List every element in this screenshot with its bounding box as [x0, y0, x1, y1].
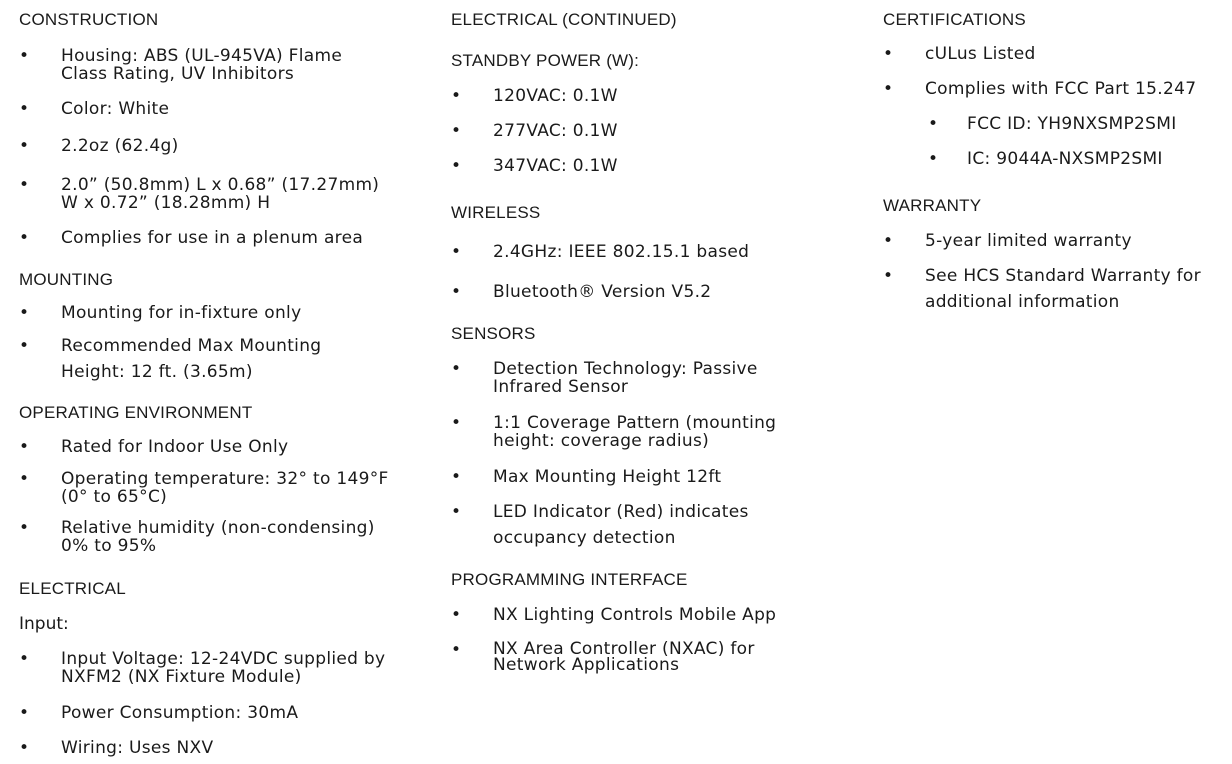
- operating-environment-heading: OPERATING ENVIRONMENT: [19, 403, 253, 422]
- bullet-icon: •: [451, 156, 462, 176]
- bullet-icon: •: [883, 266, 894, 286]
- mounting-heading: MOUNTING: [19, 270, 114, 289]
- list-item-text: 2.4GHz: IEEE 802.15.1 based: [493, 242, 750, 262]
- bullet-icon: •: [19, 336, 30, 356]
- bullet-icon: •: [451, 86, 462, 106]
- list-item-text: Rated for Indoor Use Only: [61, 437, 289, 457]
- electrical-heading: ELECTRICAL: [19, 579, 126, 598]
- wireless-heading: WIRELESS: [451, 203, 541, 222]
- bullet-icon: •: [19, 703, 30, 723]
- construction-heading: CONSTRUCTION: [19, 10, 159, 29]
- list-item-text: FCC ID: YH9NXSMP2SMI: [967, 114, 1177, 134]
- list-item-text: Complies with FCC Part 15.247: [925, 79, 1197, 99]
- programming-interface-heading: PROGRAMMING INTERFACE: [451, 570, 688, 589]
- list-item-text: 5-year limited warranty: [925, 231, 1132, 251]
- bullet-icon: •: [451, 605, 462, 625]
- list-item-text: 2.2oz (62.4g): [61, 136, 179, 156]
- list-item-text: Max Mounting Height 12ft: [493, 467, 722, 487]
- bullet-icon: •: [928, 149, 939, 169]
- list-item-text: See HCS Standard Warranty for additional information: [925, 266, 1201, 312]
- sensors-heading: SENSORS: [451, 324, 536, 343]
- list-item-text: Recommended Max Mounting Height: 12 ft. (3.65m): [61, 336, 322, 382]
- bullet-icon: •: [19, 518, 30, 538]
- list-item-text: Complies for use in a plenum area: [61, 228, 364, 248]
- list-item-text: Power Consumption: 30mA: [61, 703, 299, 723]
- bullet-icon: •: [928, 114, 939, 134]
- list-item-text: Detection Technology: Passive Infrared Sensor: [493, 359, 758, 397]
- bullet-icon: •: [451, 467, 462, 487]
- bullet-icon: •: [19, 303, 30, 323]
- bullet-icon: •: [451, 413, 462, 433]
- list-item-text: Color: White: [61, 99, 170, 119]
- bullet-icon: •: [19, 46, 30, 66]
- bullet-icon: •: [19, 136, 30, 156]
- bullet-icon: •: [451, 121, 462, 141]
- list-item-text: LED Indicator (Red) indicates occupancy detection: [493, 502, 749, 548]
- bullet-icon: •: [451, 282, 462, 302]
- bullet-icon: •: [451, 502, 462, 522]
- list-item-text: 277VAC: 0.1W: [493, 121, 618, 141]
- warranty-heading: WARRANTY: [883, 196, 982, 215]
- list-item-text: Input Voltage: 12-24VDC supplied by NXFM2 (NX Fixture Module): [61, 649, 386, 687]
- list-item-text: NX Lighting Controls Mobile App: [493, 605, 777, 625]
- list-item-text: cULus Listed: [925, 44, 1036, 64]
- list-item-text: Relative humidity (non-condensing) 0% to 95%: [61, 518, 375, 556]
- bullet-icon: •: [19, 175, 30, 195]
- list-item-text: 2.0” (50.8mm) L x 0.68” (17.27mm) W x 0.72” (18.28mm) H: [61, 175, 380, 213]
- electrical-continued-heading: ELECTRICAL (CONTINUED): [451, 10, 677, 29]
- bullet-icon: •: [19, 469, 30, 489]
- bullet-icon: •: [883, 79, 894, 99]
- list-item-text: 120VAC: 0.1W: [493, 86, 618, 106]
- bullet-icon: •: [19, 437, 30, 457]
- bullet-icon: •: [19, 738, 30, 758]
- bullet-icon: •: [883, 231, 894, 251]
- bullet-icon: •: [451, 359, 462, 379]
- bullet-icon: •: [883, 44, 894, 64]
- bullet-icon: •: [451, 640, 462, 660]
- list-item-text: IC: 9044A-NXSMP2SMI: [967, 149, 1163, 169]
- list-item-text: Operating temperature: 32° to 149°F (0° to 65°C): [61, 469, 389, 507]
- list-item-text: Bluetooth® Version V5.2: [493, 282, 712, 302]
- bullet-icon: •: [19, 649, 30, 669]
- certifications-heading: CERTIFICATIONS: [883, 10, 1026, 29]
- list-item-text: NX Area Controller (NXAC) for Network Applications: [493, 639, 755, 675]
- list-item-text: 1:1 Coverage Pattern (mounting height: coverage radius): [493, 413, 777, 451]
- list-item-text: Housing: ABS (UL-945VA) Flame Class Rating, UV Inhibitors: [61, 46, 343, 84]
- input-label: Input:: [19, 614, 69, 634]
- list-item-text: Wiring: Uses NXV: [61, 738, 214, 758]
- bullet-icon: •: [451, 242, 462, 262]
- standby-power-heading: STANDBY POWER (W):: [451, 51, 640, 70]
- list-item-text: Mounting for in-fixture only: [61, 303, 302, 323]
- list-item-text: 347VAC: 0.1W: [493, 156, 618, 176]
- bullet-icon: •: [19, 228, 30, 248]
- bullet-icon: •: [19, 99, 30, 119]
